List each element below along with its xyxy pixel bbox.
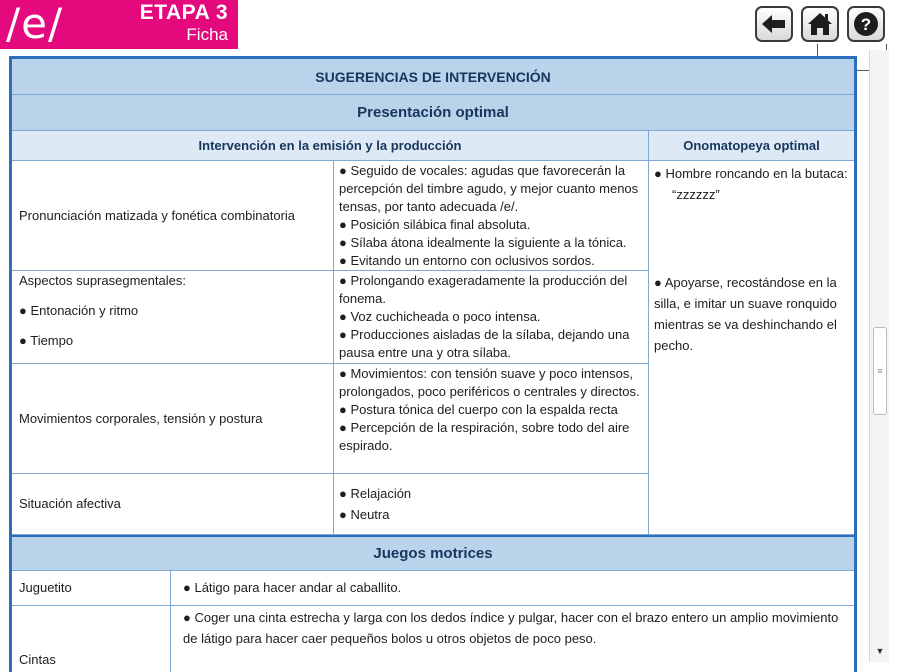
home-button[interactable] bbox=[801, 6, 839, 42]
list-item: ● Sílaba átona idealmente la siguiente a la tónica. bbox=[339, 235, 627, 250]
list-item: ● Movimientos: con tensión suave y poco intensos, prolongados, poco periféricos o centrales y directos. bbox=[339, 366, 640, 399]
vertical-scrollbar[interactable] bbox=[869, 50, 889, 662]
stage-label bbox=[140, 1, 228, 45]
list-item: ● Neutra bbox=[339, 507, 390, 522]
row-items bbox=[334, 364, 649, 474]
list-item: ● Relajación bbox=[339, 486, 412, 501]
row-label bbox=[12, 364, 334, 474]
row-label bbox=[12, 161, 334, 271]
row-items bbox=[334, 271, 649, 364]
arrow-left-icon bbox=[761, 14, 787, 34]
svg-text:?: ? bbox=[860, 15, 872, 34]
row-label-text: Movimientos corporales, tensión y postura bbox=[19, 410, 263, 426]
list-item: ● Prolongando exageradamente la producción del fonema. bbox=[339, 273, 628, 306]
row-sublabel: ● Entonación y ritmo bbox=[19, 303, 139, 318]
column-header-intervention: Intervención en la emisión y la producción bbox=[12, 131, 649, 161]
scrollbar-thumb[interactable]: ≡ bbox=[873, 327, 887, 415]
list-item: ● Producciones aisladas de la sílaba, dejando una pausa entre una y otra sílaba. bbox=[339, 327, 630, 360]
main-title: SUGERENCIAS DE INTERVENCIÓN bbox=[12, 59, 854, 95]
stage-banner bbox=[0, 0, 238, 49]
list-item: ● Percepción de la respiración, sobre todo del aire espirado. bbox=[339, 420, 630, 453]
column-header-onomatopoeia: Onomatopeya optimal bbox=[649, 131, 854, 161]
onomatopoeia-cell bbox=[649, 161, 854, 535]
games-title: Juegos motrices bbox=[12, 535, 854, 571]
section-title: Presentación optimal bbox=[12, 95, 854, 131]
home-icon bbox=[807, 12, 833, 36]
top-bar bbox=[0, 0, 900, 50]
game-label: Cintas bbox=[12, 606, 171, 672]
row-items bbox=[334, 474, 649, 535]
stage-title: ETAPA 3 bbox=[139, 1, 228, 24]
scroll-down-arrow-icon[interactable]: ▼ bbox=[875, 646, 885, 656]
onomatopoeia-sound: “zzzzzz” bbox=[672, 187, 720, 202]
list-item: ● Voz cuchicheada o poco intensa. bbox=[339, 309, 541, 324]
back-button[interactable] bbox=[755, 6, 793, 42]
row-label bbox=[12, 474, 334, 535]
game-label: Juguetito bbox=[12, 571, 171, 606]
list-item: ● Posición silábica final absoluta. bbox=[339, 217, 531, 232]
game-text: ● Coger una cinta estrecha y larga con los dedos índice y pulgar, hacer con el brazo entero un amplio movimiento de látigo para hacer caer pequeños bolos u otros objetos de poco peso. bbox=[171, 606, 854, 672]
row-label bbox=[12, 271, 334, 364]
row-label-text: Situación afectiva bbox=[19, 496, 121, 511]
onomatopoeia-item: ● Hombre roncando en la butaca: bbox=[654, 166, 848, 181]
row-sublabel: ● Tiempo bbox=[19, 333, 74, 348]
list-item: ● Seguido de vocales: agudas que favorecerán la percepción del timbre agudo, y mejor cuanto menos tensas, por tanto adecuada /e/. bbox=[339, 163, 639, 214]
content-panel bbox=[9, 56, 857, 672]
row-label-text: Pronunciación matizada y fonética combinatoria bbox=[19, 207, 296, 223]
onomatopoeia-item: ● Apoyarse, recostándose en la silla, e imitar un suave ronquido mientras se va deshinchando el pecho. bbox=[654, 275, 837, 353]
row-items bbox=[334, 161, 649, 271]
phoneme-logo: /e/ bbox=[6, 0, 64, 48]
list-item: ● Evitando un entorno con oclusivos sordos. bbox=[339, 253, 595, 268]
question-mark-icon bbox=[853, 11, 879, 37]
stage-subtitle: Ficha bbox=[186, 25, 228, 44]
help-button[interactable] bbox=[847, 6, 885, 42]
game-text: ● Látigo para hacer andar al caballito. bbox=[171, 571, 854, 606]
list-item: ● Postura tónica del cuerpo con la espalda recta bbox=[339, 402, 618, 417]
row-label-text: Aspectos suprasegmentales: bbox=[19, 273, 186, 288]
